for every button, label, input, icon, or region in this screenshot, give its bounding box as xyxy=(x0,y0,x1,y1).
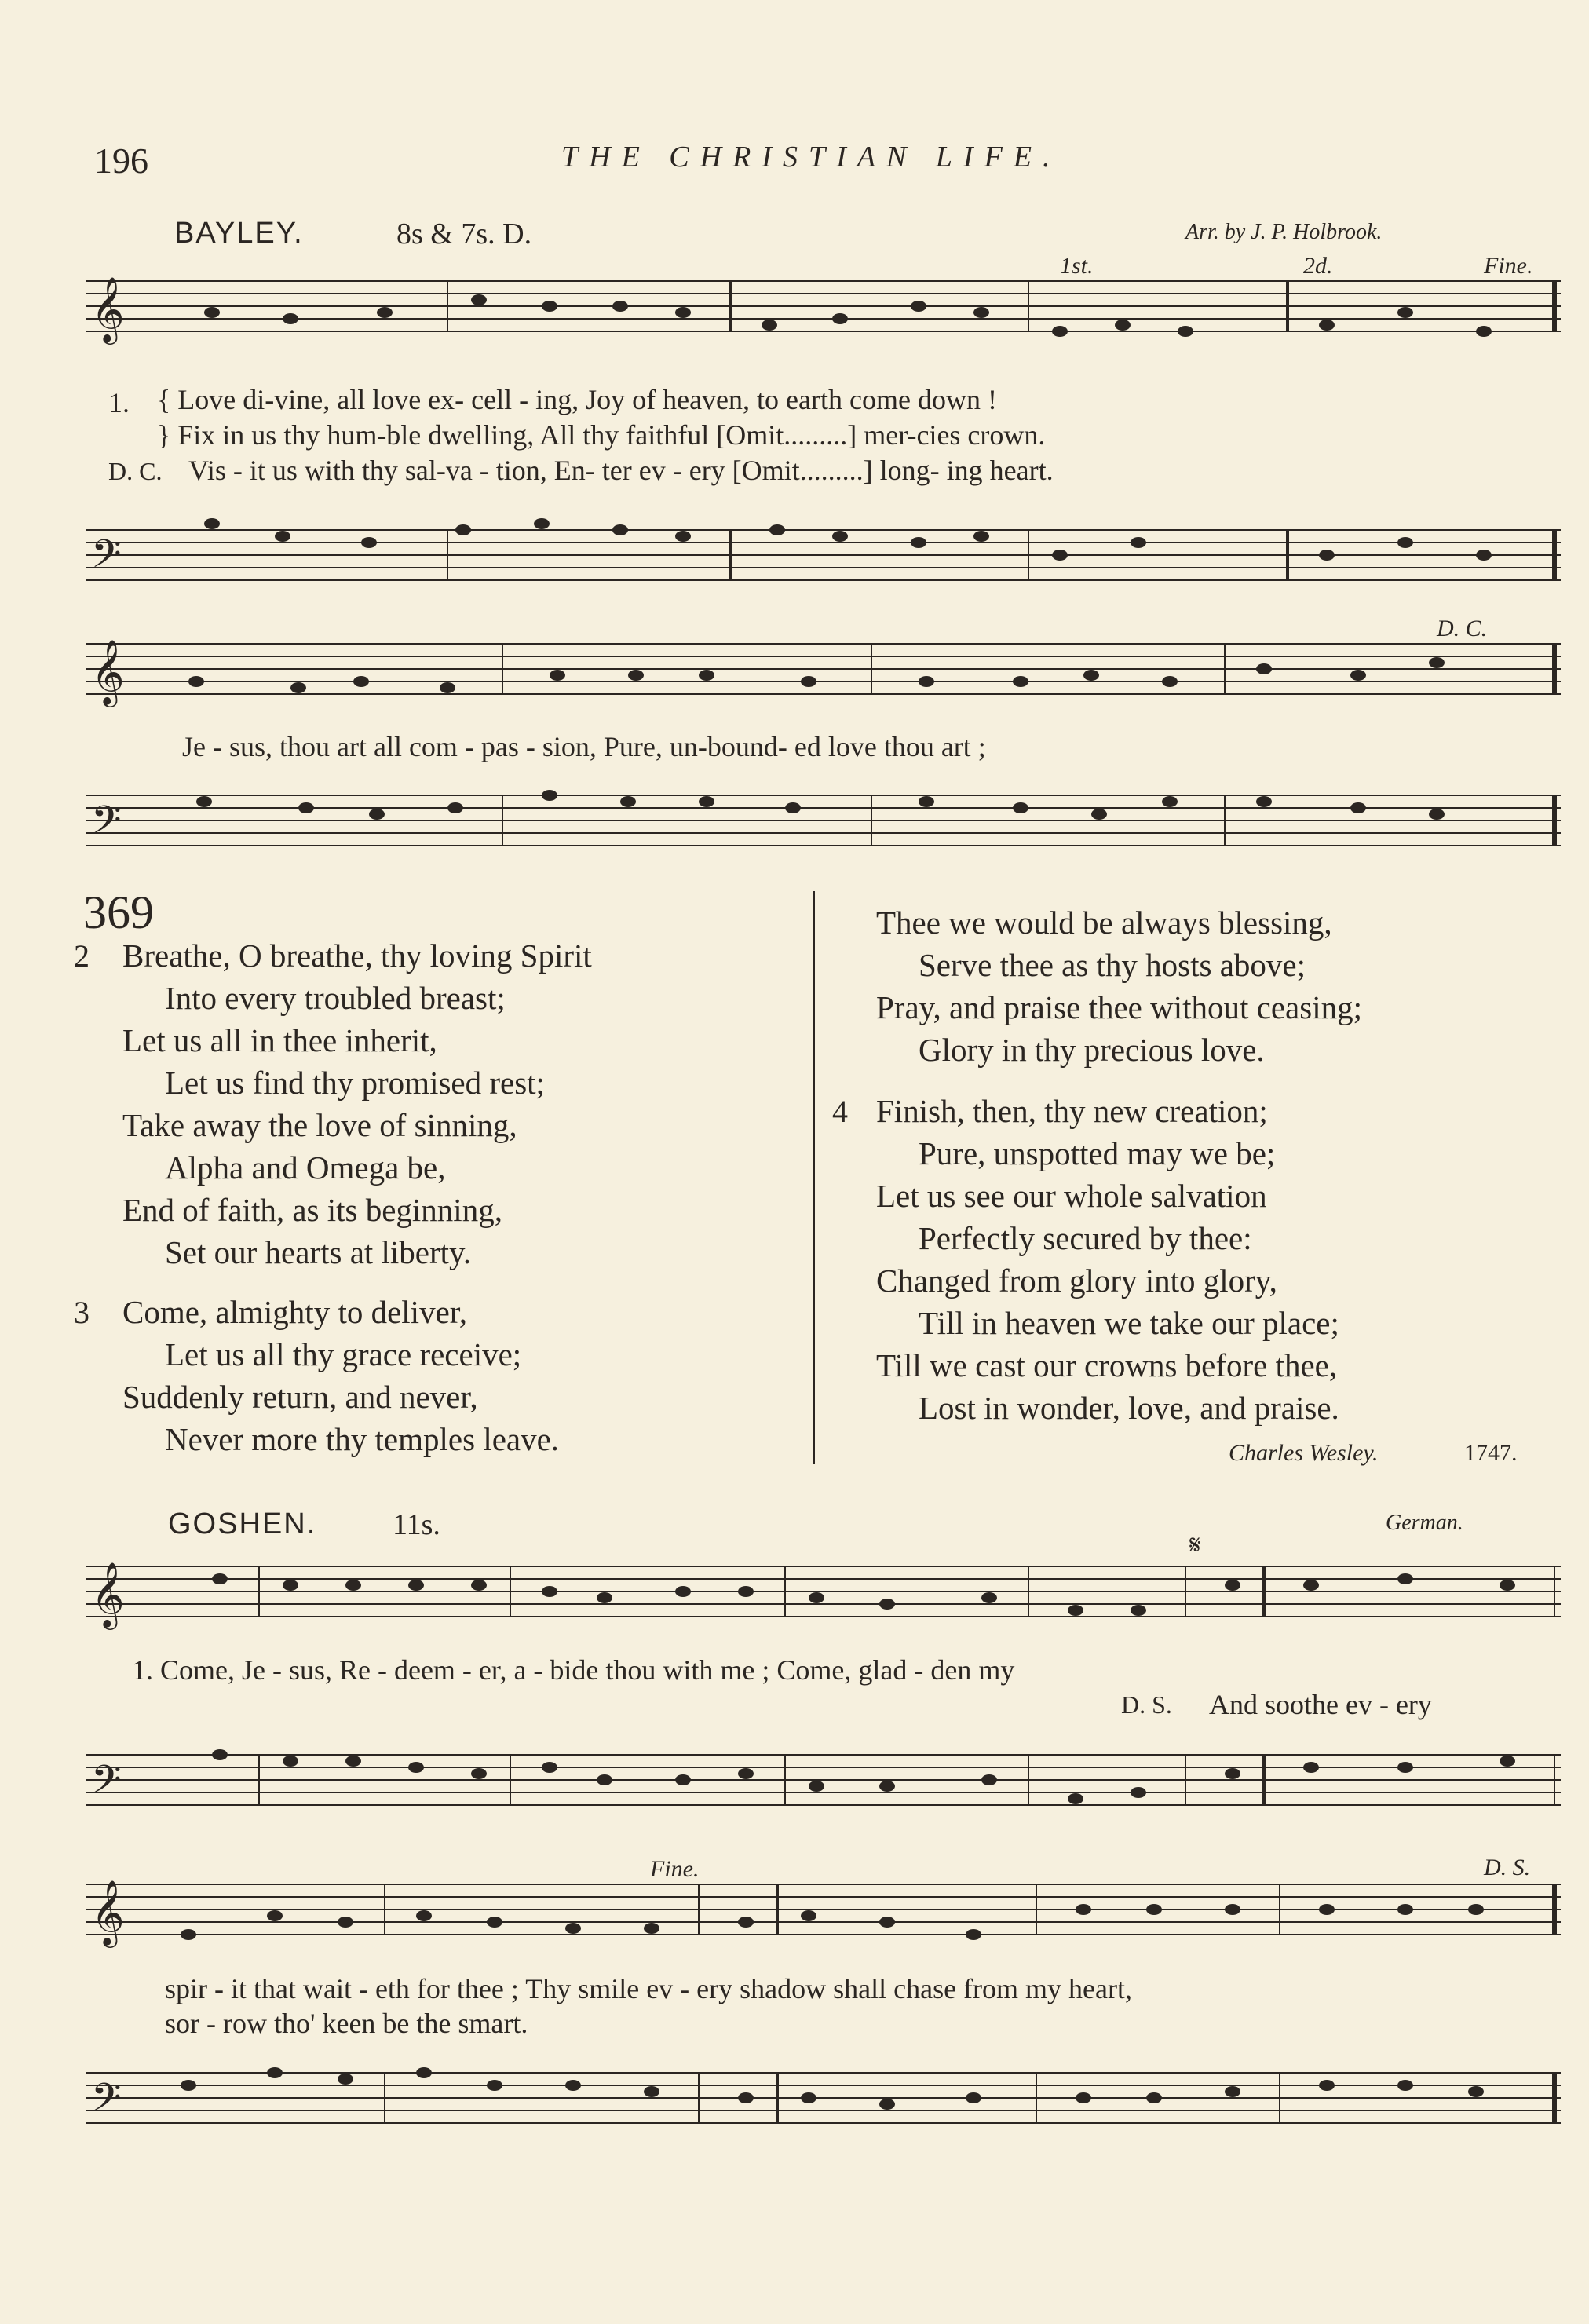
ds-label: D. S. xyxy=(1121,1690,1172,1719)
lyric-line: { Love di-vine, all love ex- cell - ing, Joy of heaven, to earth come down ! xyxy=(157,384,997,415)
stanza-3 xyxy=(74,1291,809,1460)
lyric-line: sor - row tho' keen be the smart. xyxy=(165,2008,528,2039)
tune-credit-bayley: Arr. by J. P. Holbrook. xyxy=(1185,220,1383,244)
running-head: THE CHRISTIAN LIFE. xyxy=(561,141,1061,174)
svg-text:𝄞: 𝄞 xyxy=(91,1879,125,1945)
svg-text:𝄞: 𝄞 xyxy=(91,276,125,342)
verse-line: Glory in thy precious love. xyxy=(919,1032,1265,1068)
second-ending-mark: 2d. xyxy=(1303,253,1333,279)
stanza-4 xyxy=(832,1090,1562,1429)
stanza-number: 2 xyxy=(74,938,89,974)
verse-line: Into every troubled breast; xyxy=(165,980,506,1016)
verse-line: Come, almighty to deliver, xyxy=(122,1294,468,1330)
music-staff-bass-2 xyxy=(86,773,1562,868)
verse-line: Set our hearts at liberty. xyxy=(165,1234,472,1270)
lyric-line: And soothe ev - ery xyxy=(1209,1689,1432,1720)
dc-mark: D. C. xyxy=(1437,616,1488,641)
hymn-author: Charles Wesley. xyxy=(1229,1440,1379,1466)
verse-line: Suddenly return, and never, xyxy=(122,1379,478,1415)
music-staff-bass-3 xyxy=(86,1731,1562,1833)
verse-line: Changed from glory into glory, xyxy=(876,1262,1277,1299)
lyric-line: } Fix in us thy hum-ble dwelling, All thy faithful [Omit.........] mer-cies crown. xyxy=(157,419,1046,451)
svg-text:𝄢: 𝄢 xyxy=(91,532,122,586)
verse-line: Let us see our whole salvation xyxy=(876,1178,1267,1214)
column-divider xyxy=(813,891,815,1464)
verse-line: Breathe, O breathe, thy loving Spirit xyxy=(122,937,592,974)
music-staff-bass-1 xyxy=(86,502,1562,612)
music-staff-treble-4 xyxy=(86,1869,1562,1975)
verse-line: Perfectly secured by thee: xyxy=(919,1220,1252,1256)
hymn-number: 369 xyxy=(83,886,154,938)
first-ending-mark: 1st. xyxy=(1060,253,1094,279)
svg-text:𝄞: 𝄞 xyxy=(91,1561,125,1627)
music-staff-bass-4 xyxy=(86,2049,1562,2151)
ds-mark: D. S. xyxy=(1484,1854,1531,1880)
hymn-left-column xyxy=(74,934,809,1460)
stanza-continued xyxy=(856,901,1562,1071)
tune-credit-goshen: German. xyxy=(1386,1511,1463,1535)
verse-line: Lost in wonder, love, and praise. xyxy=(919,1390,1339,1426)
fine-mark: Fine. xyxy=(650,1856,700,1882)
verse-line: Thee we would be always blessing, xyxy=(876,904,1332,941)
svg-text:𝄞: 𝄞 xyxy=(91,638,125,704)
svg-text:𝄢: 𝄢 xyxy=(91,798,122,853)
svg-text:𝄢: 𝄢 xyxy=(91,2075,122,2130)
stanza-2 xyxy=(74,934,809,1273)
verse-line: Let us find thy promised rest; xyxy=(165,1065,545,1101)
hymn-right-column xyxy=(832,901,1562,1429)
hymn-year: 1747. xyxy=(1464,1440,1518,1466)
verse-line: Finish, then, thy new creation; xyxy=(876,1093,1268,1129)
verse-line: Never more thy temples leave. xyxy=(165,1421,560,1457)
verse-line: Take away the love of sinning, xyxy=(122,1107,517,1143)
verse-line: End of faith, as its beginning, xyxy=(122,1192,502,1228)
music-staff-treble-3 xyxy=(86,1551,1562,1657)
lyric-line: spir - it that wait - eth for thee ; Thy smile ev - ery shadow shall chase from my heart, xyxy=(165,1973,1132,2004)
tune-name-bayley: BAYLEY. xyxy=(174,217,304,250)
lyric-line: 1. Come, Je - sus, Re - deem - er, a - bide thou with me ; Come, glad - den my xyxy=(132,1654,1015,1686)
verse-line: Till we cast our crowns before thee, xyxy=(876,1347,1338,1383)
verse-line: Serve thee as thy hosts above; xyxy=(919,947,1306,983)
page-number: 196 xyxy=(94,141,148,181)
lyric-line: Je - sus, thou art all com - pas - sion, Pure, un-bound- ed love thou art ; xyxy=(182,731,986,762)
svg-text:𝄢: 𝄢 xyxy=(91,1757,122,1812)
verse-line: Alpha and Omega be, xyxy=(165,1149,446,1186)
tune-name-goshen: GOSHEN. xyxy=(168,1507,317,1540)
tune-meter-goshen: 11s. xyxy=(393,1508,440,1541)
stanza-number: 4 xyxy=(832,1094,848,1129)
verse-line: Pray, and praise thee without ceasing; xyxy=(876,989,1362,1025)
lyric-verse-number: 1. xyxy=(108,387,130,418)
verse-line: Let us all in thee inherit, xyxy=(122,1022,437,1058)
stanza-number: 3 xyxy=(74,1295,89,1330)
verse-line: Let us all thy grace receive; xyxy=(165,1336,522,1372)
music-staff-treble-1 xyxy=(86,265,1562,371)
music-staff-treble-2 xyxy=(86,628,1562,734)
lyric-line: Vis - it us with thy sal-va - tion, En- ter ev - ery [Omit.........] long- ing heart. xyxy=(188,455,1054,486)
tune-meter-bayley: 8s & 7s. D. xyxy=(396,217,532,250)
verse-line: Pure, unspotted may we be; xyxy=(919,1135,1276,1171)
dc-label: D. C. xyxy=(108,457,163,485)
fine-mark: Fine. xyxy=(1484,253,1533,279)
segno-icon: 𝄋 xyxy=(1189,1531,1201,1560)
verse-line: Till in heaven we take our place; xyxy=(919,1305,1339,1341)
